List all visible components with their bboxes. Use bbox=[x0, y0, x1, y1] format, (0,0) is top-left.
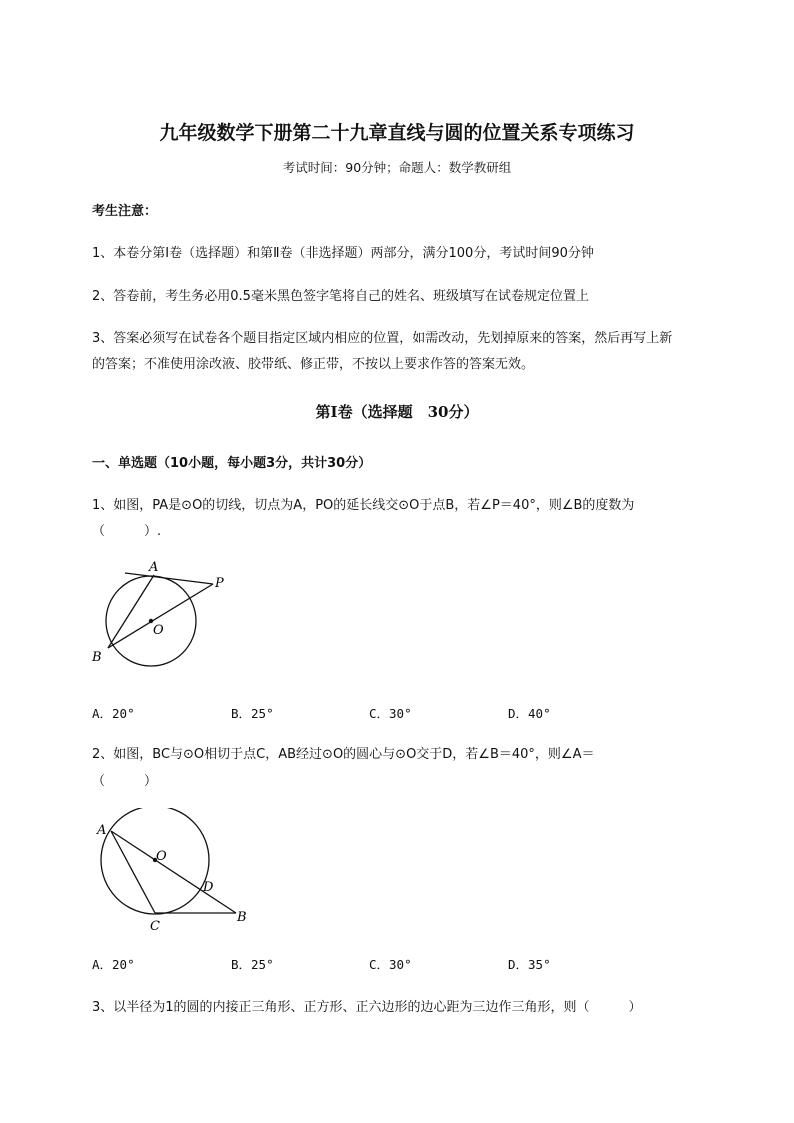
label-p: P bbox=[215, 576, 224, 591]
label-a: A bbox=[149, 560, 159, 575]
part-heading: 一、单选题（10小题，每小题3分，共计30分） bbox=[92, 456, 372, 471]
notice-item-2: 2、答卷前，考生务必用0.5毫米黑色签字笔将自己的姓名、班级填写在试卷规定位置上 bbox=[92, 289, 589, 304]
notice-item-3: 3、答案必须写在试卷各个题目指定区域内相应的位置，如需改动，先划掉原来的答案，然后再写上新 bbox=[92, 331, 673, 346]
question-2-figure bbox=[88, 808, 258, 938]
label-b: B bbox=[92, 650, 102, 665]
q2-option-b: B．25° bbox=[231, 957, 274, 972]
question-2-text: 2、如图，BC与⊙O相切于点C，AB经过⊙O的圆心与⊙O交于D，若∠B＝40°，则∠A＝ bbox=[92, 747, 595, 762]
question-1-text: 1、如图，PA是⊙O的切线，切点为A，PO的延长线交⊙O于点B，若∠P＝40°，则∠B的度数为 bbox=[92, 498, 635, 513]
q2-option-c: C．30° bbox=[369, 957, 412, 972]
label-a: A bbox=[97, 823, 107, 838]
label-o: O bbox=[156, 849, 167, 864]
question-1-figure bbox=[85, 555, 235, 675]
notice-heading: 考生注意： bbox=[92, 204, 158, 219]
label-d: D bbox=[203, 880, 214, 895]
q1-option-a: A．20° bbox=[92, 706, 135, 721]
line-ac bbox=[111, 831, 155, 913]
secant-line-pb bbox=[108, 584, 213, 648]
notice-item-3-cont: 的答案；不准使用涂改液、胶带纸、修正带，不按以上要求作答的答案无效。 bbox=[92, 357, 535, 372]
exam-info: 考试时间：90分钟；命题人：数学教研组 bbox=[282, 160, 512, 175]
label-o: O bbox=[153, 623, 164, 638]
section-title: 第I卷（选择题 30分） bbox=[315, 403, 479, 421]
q1-option-d: D．40° bbox=[508, 706, 551, 721]
question-1-blank: （ ）. bbox=[92, 524, 162, 539]
label-c: C bbox=[150, 919, 160, 934]
question-2-blank: （ ） bbox=[92, 774, 158, 789]
question-3-text: 3、以半径为1的圆的内接正三角形、正方形、正六边形的边心距为三边作三角形，则（ ） bbox=[92, 1000, 642, 1015]
page-title: 九年级数学下册第二十九章直线与圆的位置关系专项练习 bbox=[159, 122, 635, 144]
chord-ab bbox=[108, 575, 154, 648]
q2-option-d: D．35° bbox=[508, 957, 551, 972]
label-b: B bbox=[237, 910, 247, 925]
q1-option-b: B．25° bbox=[231, 706, 274, 721]
q1-option-c: C．30° bbox=[369, 706, 412, 721]
line-ab bbox=[111, 831, 236, 913]
notice-item-1: 1、本卷分第I卷（选择题）和第Ⅱ卷（非选择题）两部分，满分100分，考试时间90分钟 bbox=[92, 246, 594, 261]
q2-option-a: A．20° bbox=[92, 957, 135, 972]
